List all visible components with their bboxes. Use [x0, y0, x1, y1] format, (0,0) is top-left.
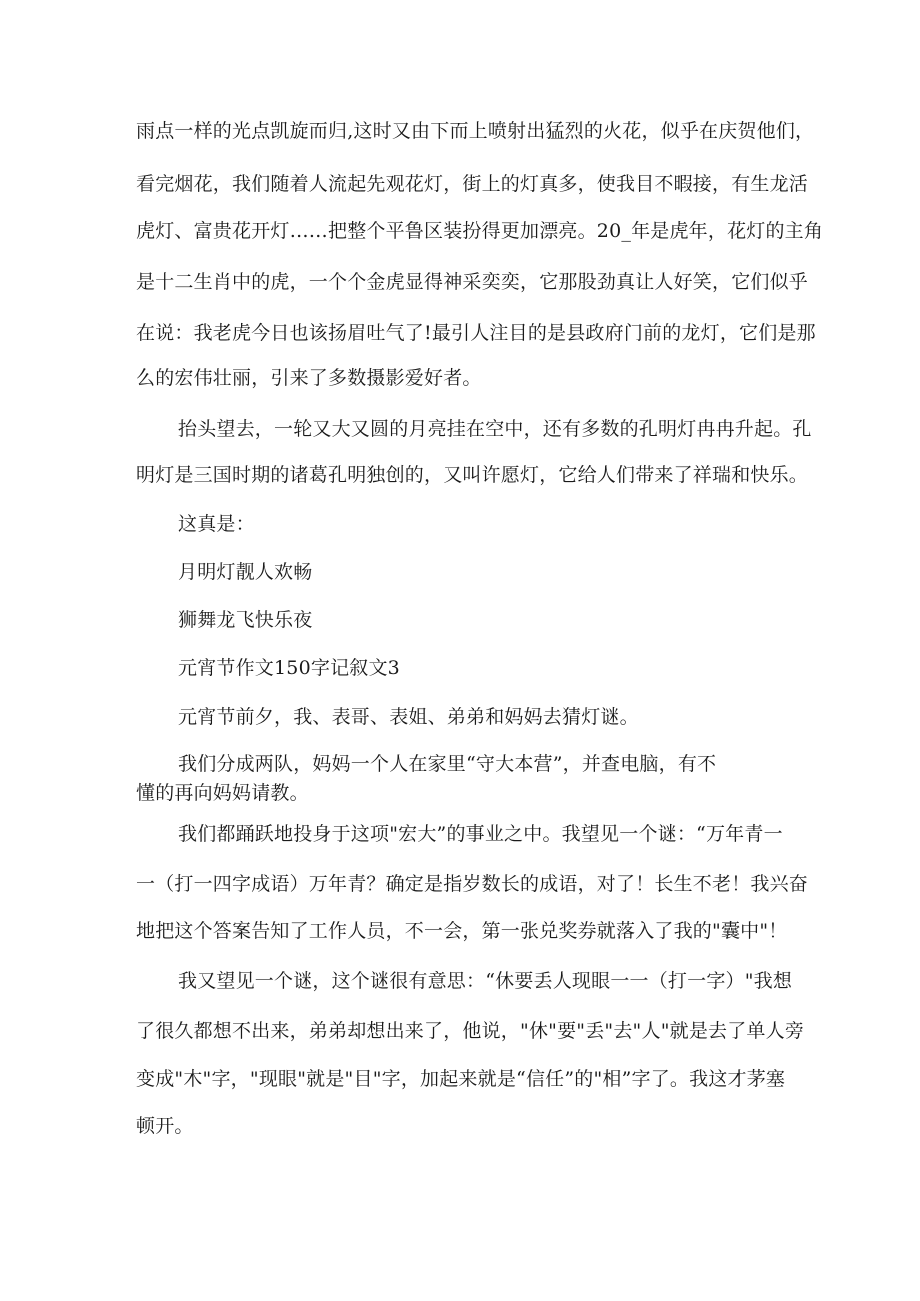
paragraph-line: 虎灯、富贵花开灯……把整个平鲁区装扮得更加漂亮。20_年是虎年，花灯的主角 — [136, 220, 824, 242]
paragraph-line: 我又望见一个谜，这个谜很有意思：“休要丢人现眼一一（打一字）"我想 — [178, 970, 793, 992]
paragraph-line: 懂的再向妈妈请教。 — [136, 782, 309, 804]
paragraph-line: 是十二生肖中的虎，一个个金虎显得神采奕奕，它那股劲真让人好笑，它们似乎 — [136, 271, 809, 293]
paragraph-line: 顿开。 — [136, 1115, 194, 1137]
paragraph-line: 明灯是三国时期的诸葛孔明独创的，又叫许愿灯，它给人们带来了祥瑞和快乐。 — [136, 464, 809, 486]
paragraph-line: 这真是： — [178, 513, 255, 535]
poem-line: 月明灯靓人欢畅 — [178, 561, 313, 583]
paragraph-line: 一（打一四字成语）万年青？确定是指岁数长的成语，对了！长生不老！我兴奋 — [136, 873, 809, 895]
section-heading: 元宵节作文150字记叙文3 — [178, 657, 400, 679]
paragraph-line: 看完烟花，我们随着人流起先观花灯，街上的灯真多，使我目不暇接，有生龙活 — [136, 173, 809, 195]
paragraph-line: 么的宏伟壮丽，引来了多数摄影爱好者。 — [136, 367, 482, 389]
paragraph-line: 雨点一样的光点凯旋而归,这时又由下而上喷射出猛烈的火花，似乎在庆贺他们， — [136, 120, 815, 142]
paragraph-line: 我们分成两队，妈妈一个人在家里“守大本营”，并查电脑，有不 — [178, 753, 717, 775]
paragraph-line: 我们都踊跃地投身于这项"宏大”的事业之中。我望见一个谜：“万年青一 — [178, 823, 783, 845]
poem-line: 狮舞龙飞快乐夜 — [178, 609, 313, 631]
paragraph-line: 抬头望去，一轮又大又圆的月亮挂在空中，还有多数的孔明灯冉冉升起。孔 — [178, 418, 812, 440]
paragraph-line: 了很久都想不出来，弟弟却想出来了，他说，"休"要"丢"去"人"就是去了单人旁 — [136, 1020, 805, 1042]
paragraph-line: 变成"木"字，"现眼"就是"目"字，加起来就是“信任”的"相”字了。我这才茅塞 — [136, 1068, 786, 1090]
paragraph-line: 地把这个答案告知了工作人员，不一会，第一张兑奖券就落入了我的"囊中"！ — [136, 920, 788, 942]
paragraph-line: 元宵节前夕，我、表哥、表姐、弟弟和妈妈去猜灯谜。 — [178, 706, 639, 728]
paragraph-line: 在说：我老虎今日也该扬眉吐气了!最引人注目的是县政府门前的龙灯，它们是那 — [136, 322, 816, 344]
